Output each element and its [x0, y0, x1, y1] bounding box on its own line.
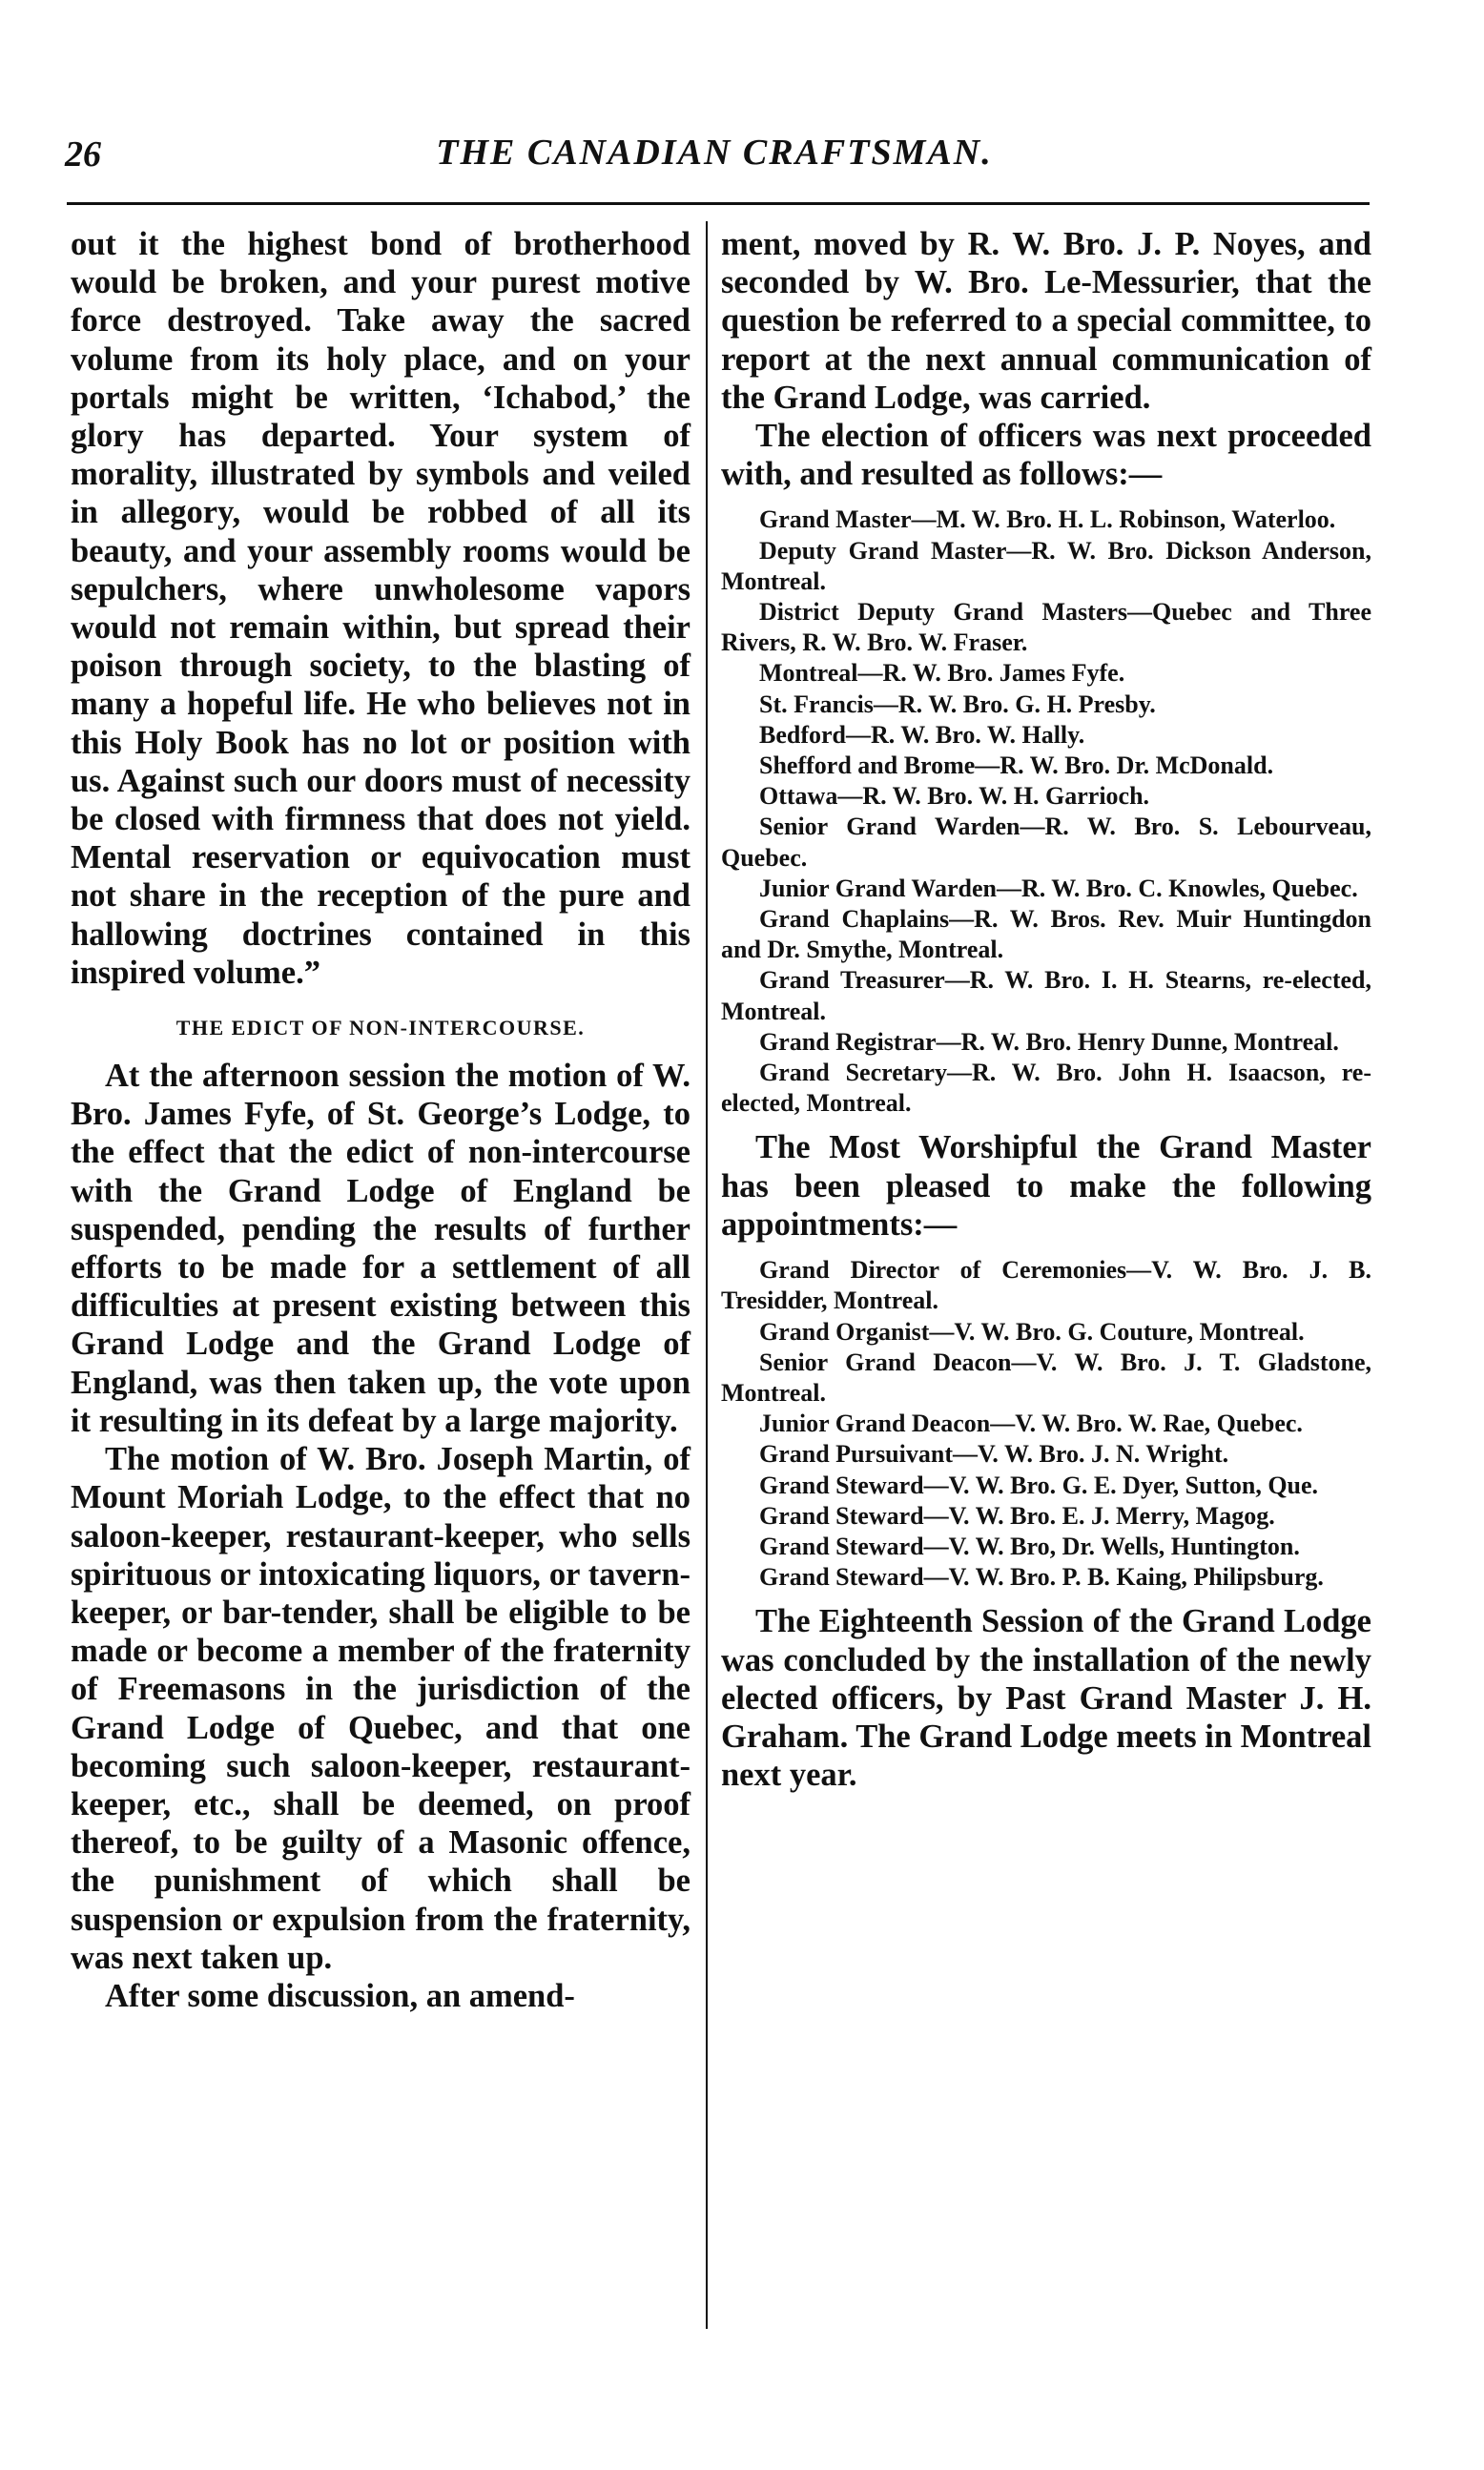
list-item: St. Francis—R. W. Bro. G. H. Presby.: [759, 690, 1156, 718]
list-item: Grand Treasurer—R. W. Bro. I. H. Stearns, re-elected, Montreal.: [721, 966, 1371, 1025]
page-header: [55, 122, 1373, 179]
list-item: Grand Pursuivant—V. W. Bro. J. N. Wright.: [759, 1440, 1229, 1469]
list-item: District Deputy Grand Masters—Quebec and Three Rivers, R. W. Bro. W. Fraser.: [721, 598, 1371, 657]
appointments-list: [721, 1255, 1371, 1593]
list-item: Senior Grand Warden—R. W. Bro. S. Lebourveau, Quebec.: [721, 813, 1371, 872]
section-subheading: THE EDICT OF NON-INTERCOURSE.: [175, 1016, 586, 1040]
list-item: Grand Director of Ceremonies—V. W. Bro. J. B. Tresidder, Montreal.: [721, 1256, 1371, 1315]
list-item: Senior Grand Deacon—V. W. Bro. J. T. Gladstone, Montreal.: [721, 1348, 1371, 1407]
left-column: [71, 225, 690, 2015]
paragraph: The Eighteenth Session of the Grand Lodge was concluded by the installation of the newly elected officers, by Past Grand Master J. H. Graham. The Grand Lodge meets in Montreal next year.: [721, 1603, 1371, 1794]
list-item: Montreal—R. W. Bro. James Fyfe.: [759, 659, 1125, 688]
officers-list: [721, 504, 1371, 1119]
list-item: Grand Steward—V. W. Bro. P. B. Kaing, Philipsburg.: [759, 1563, 1324, 1592]
running-title: THE CANADIAN CRAFTSMAN.: [436, 133, 993, 173]
list-item: Deputy Grand Master—R. W. Bro. Dickson Anderson, Montreal.: [721, 536, 1371, 595]
paragraph: The Most Worshipful the Grand Master has been pleased to make the following appointments:—: [721, 1129, 1371, 1243]
list-item: Junior Grand Deacon—V. W. Bro. W. Rae, Quebec.: [759, 1410, 1303, 1438]
list-item: Grand Organist—V. W. Bro. G. Couture, Montreal.: [759, 1317, 1305, 1346]
list-item: Grand Chaplains—R. W. Bros. Rev. Muir Huntingdon and Dr. Smythe, Montreal.: [721, 905, 1371, 964]
page-number: 26: [65, 134, 101, 175]
list-item: Shefford and Brome—R. W. Bro. Dr. McDonald.: [759, 751, 1274, 780]
paragraph: ment, moved by R. W. Bro. J. P. Noyes, and seconded by W. Bro. Le-Messurier, that the question be referred to a special committee, to report at the next annual communication of the Grand Lodge, was carried.: [721, 226, 1371, 416]
paragraph: out it the highest bond of brotherhood would be broken, and your purest motive force destroyed. Take away the sacred volume from its holy place, and on your portals might be written, ‘Ichabod,’ the glory has departed. Your system of morality, illustrated by symbols and veiled in allegory, would be robbed of all its beauty, and your assembly rooms would be sepulchers, where unwholesome vapors would not remain within, but spread their poison through society, to the blasting of many a hopeful life. He who believes not in this Holy Book has no lot or position with us. Against such our doors must of necessity be closed with firmness that does not yield. Mental reservation or equivocation must not share in the reception of the pure and hallowing doctrines contained in this inspired volume.”: [71, 226, 690, 991]
list-item: Grand Secretary—R. W. Bro. John H. Isaacson, re-elected, Montreal.: [721, 1059, 1371, 1118]
list-item: Grand Registrar—R. W. Bro. Henry Dunne, Montreal.: [759, 1027, 1339, 1056]
list-item: Grand Master—M. W. Bro. H. L. Robinson, Waterloo.: [759, 505, 1336, 534]
right-column: [721, 225, 1371, 1794]
paragraph: After some discussion, an amend-: [105, 1977, 575, 2014]
list-item: Junior Grand Warden—R. W. Bro. C. Knowles, Quebec.: [759, 874, 1358, 902]
paragraph: At the afternoon session the motion of W. Bro. James Fyfe, of St. George’s Lodge, to the effect that the edict of non-intercourse with the Grand Lodge of England be suspended, pending the results of further efforts to be made for a settlement of all difficulties at present existing between this Grand Lodge and the Grand Lodge of England, was then taken up, the vote upon it resulting in its defeat by a large majority.: [71, 1058, 690, 1439]
header-rule: [67, 202, 1370, 205]
paragraph: The election of officers was next proceeded with, and resulted as follows:—: [721, 418, 1371, 493]
list-item: Ottawa—R. W. Bro. W. H. Garrioch.: [759, 782, 1150, 811]
list-item: Grand Steward—V. W. Bro. G. E. Dyer, Sutton, Que.: [759, 1471, 1319, 1499]
paragraph: The motion of W. Bro. Joseph Martin, of Mount Moriah Lodge, to the effect that no saloon-keeper, restaurant-keeper, who sells spirituous or intoxicating liquors, or tavern-keeper, or bar-tender, shall be eligible to be made or become a member of the fraternity of Freemasons in the jurisdiction of the Grand Lodge of Quebec, and that one becoming such saloon-keeper, restaurant-keeper, etc., shall be deemed, on proof thereof, to be guilty of a Masonic offence, the punishment of which shall be suspension or expulsion from the fraternity, was next taken up.: [71, 1441, 690, 1976]
column-divider: [706, 221, 708, 2329]
list-item: Grand Steward—V. W. Bro, Dr. Wells, Huntington.: [759, 1532, 1300, 1560]
list-item: Grand Steward—V. W. Bro. E. J. Merry, Magog.: [759, 1501, 1275, 1530]
list-item: Bedford—R. W. Bro. W. Hally.: [759, 720, 1085, 749]
